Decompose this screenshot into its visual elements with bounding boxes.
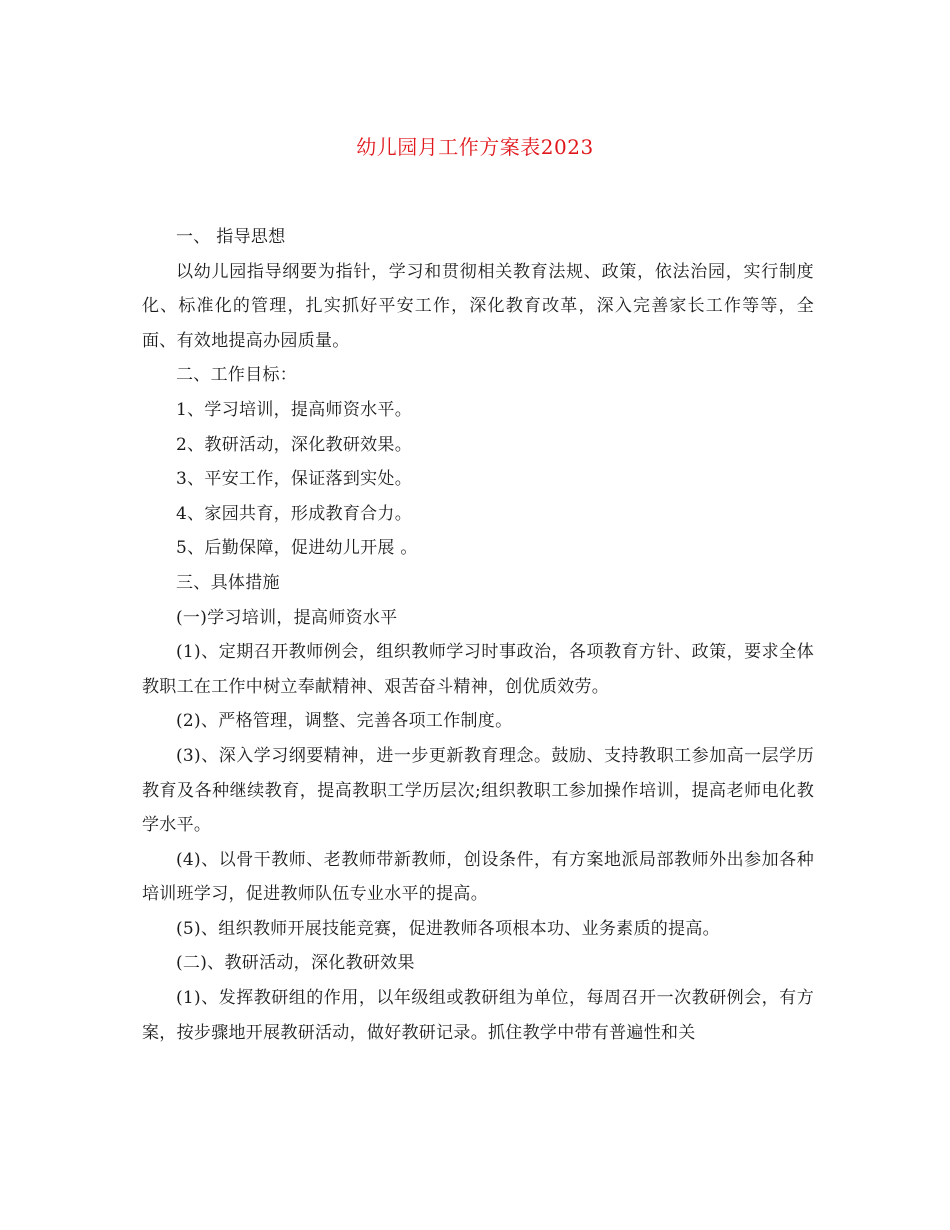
subheading-teaching-research: (二)、教研活动，深化教研效果 [176,953,415,974]
measure-1-5: (5)、组织教师开展技能竞赛，促进教师各项根本功、业务素质的提高。 [176,918,720,939]
goal-item-3: 3、平安工作，保证落到实处。 [176,469,413,490]
subheading-study-training: (一)学习培训，提高师资水平 [176,607,398,628]
heading-guiding-ideology: 一、 指导思想 [176,227,286,247]
paragraph-guiding-ideology: 以幼儿园指导纲要为指针，学习和贯彻相关教育法规、政策，依法治园，实行制度化、标准化的管理，扎实抓好平安工作，深化教育改革，深入完善家长工作等等，全面、有效地提高办园质量。 [142,261,814,351]
measure-1-1: (1)、定期召开教师例会，组织教师学习时事政治，各项教育方针、政策，要求全体教职工在工作中树立奉献精神、艰苦奋斗精神，创优质效劳。 [142,642,814,697]
measure-1-3: (3)、深入学习纲要精神，进一步更新教育理念。鼓励、支持教职工参加高一层学历教育及各种继续教育，提高教职工学历层次;组织教职工参加操作培训，提高老师电化教学水平。 [142,745,814,836]
heading-work-goals: 二、工作目标： [176,365,298,386]
goal-item-1: 1、学习培训，提高师资水平。 [176,399,413,420]
measure-1-2: (2)、严格管理，调整、完善各项工作制度。 [176,711,513,732]
measure-1-4: (4)、以骨干教师、老教师带新教师，创设条件，有方案地派局部教师外出参加各种培训班学习，促进教师队伍专业水平的提高。 [142,849,814,905]
goal-item-4: 4、家园共育，形成教育合力。 [176,503,413,524]
document-body [142,220,814,1050]
document-title: 幼儿园月工作方案表2023 [356,135,594,159]
measure-2-1: (1)、发挥教研组的作用，以年级组或教研组为单位，每周召开一次教研例会，有方案，按步骤地开展教研活动，做好教研记录。抓住教学中带有普遍性和关 [142,988,814,1043]
heading-specific-measures: 三、具体措施 [176,572,280,593]
goal-item-5: 5、后勤保障，促进幼儿开展 。 [176,538,418,559]
goal-item-2: 2、教研活动，深化教研效果。 [176,434,413,455]
